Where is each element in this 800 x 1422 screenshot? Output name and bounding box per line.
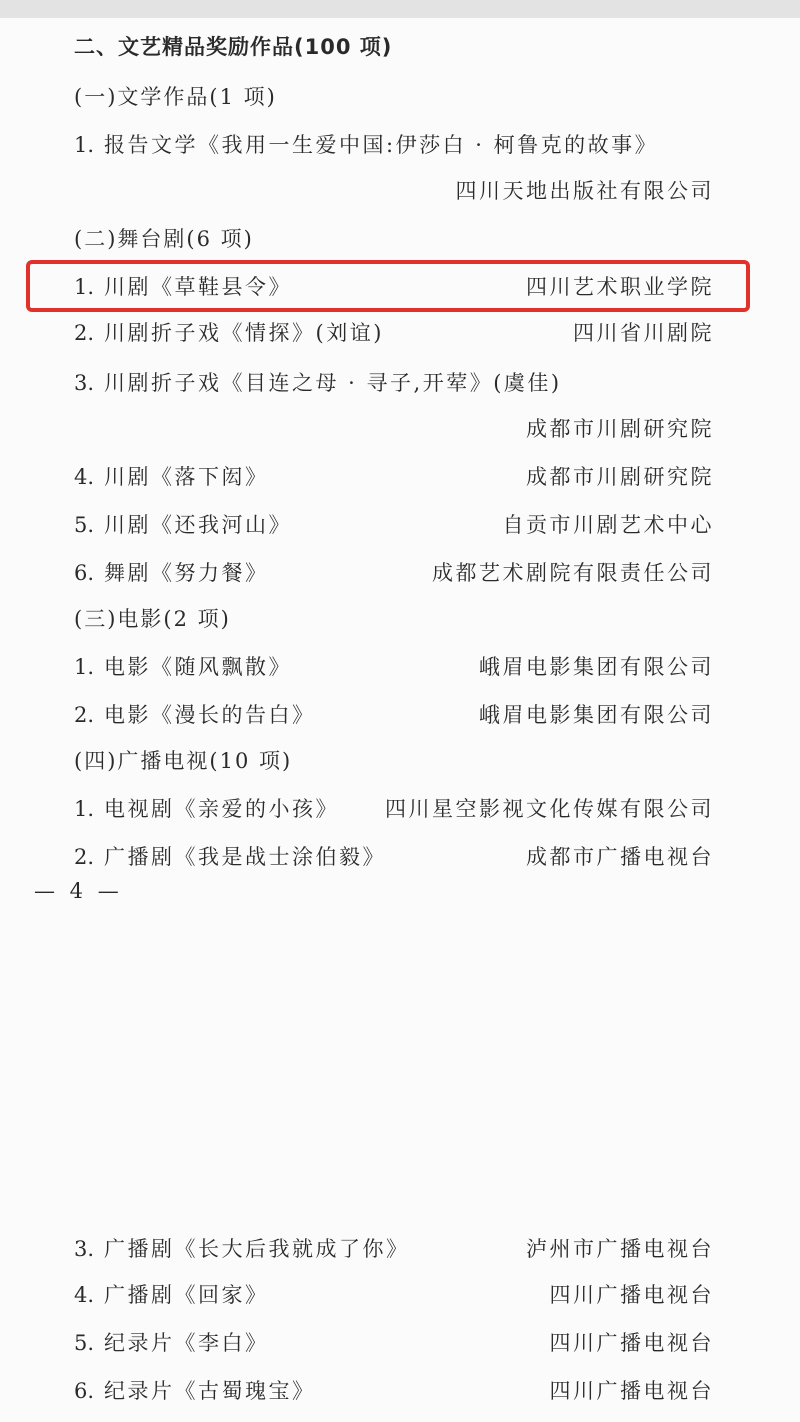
item-title: 电影《随风飘散》 [104,655,292,679]
item-organization: 泸州市广播电视台 [526,1237,714,1261]
list-item-film-1 [74,652,292,682]
item-number: 2. [74,703,95,727]
list-item-broadcast-5 [74,1328,269,1358]
list-item-stage-6 [74,558,269,588]
item-title: 广播剧《长大后我就成了你》 [104,1237,410,1261]
section-title: 二、文艺精品奖励作品(100 项) [74,35,393,59]
list-item-stage-5 [74,510,292,540]
item-title: 广播剧《我是战士涂伯毅》 [104,845,386,869]
top-margin-strip [0,0,800,18]
item-organization: 峨眉电影集团有限公司 [479,655,714,679]
item-title: 报告文学《我用一生爱中国:伊莎白 · 柯鲁克的故事》 [104,133,659,157]
category-heading-stage: (二)舞台剧(6 项) [74,227,254,251]
item-number: 4. [74,1283,95,1307]
list-item-stage-3 [74,368,562,398]
item-organization: 四川天地出版社有限公司 [455,179,714,203]
category-heading-broadcast: (四)广播电视(10 项) [74,749,293,773]
item-number: 1. [74,797,95,821]
item-organization: 四川艺术职业学院 [526,275,714,299]
item-title: 川剧《还我河山》 [104,513,292,537]
item-number: 3. [74,1237,95,1261]
item-number: 1. [74,655,95,679]
item-number: 6. [74,561,95,585]
list-item-stage-4 [74,462,269,492]
item-organization: 自贡市川剧艺术中心 [502,513,714,537]
list-item-broadcast-2 [74,842,386,872]
item-number: 5. [74,1331,95,1355]
list-item-film-2 [74,700,316,730]
category-heading-literature: (一)文学作品(1 项) [74,85,277,109]
item-organization: 四川广播电视台 [549,1379,714,1403]
list-item-broadcast-4 [74,1280,269,1310]
item-number: 1. [74,133,95,157]
list-item-literature-1 [74,130,658,160]
item-title: 川剧《草鞋县令》 [104,275,292,299]
item-organization: 四川省川剧院 [573,321,714,345]
item-number: 2. [74,321,95,345]
item-organization: 成都艺术剧院有限责任公司 [432,561,714,585]
item-title: 纪录片《古蜀瑰宝》 [104,1379,316,1403]
category-heading-film: (三)电影(2 项) [74,607,231,631]
list-item-broadcast-3 [74,1234,410,1264]
item-organization: 成都市广播电视台 [526,845,714,869]
item-number: 3. [74,371,95,395]
item-organization: 四川广播电视台 [549,1331,714,1355]
list-item-stage-1 [74,272,292,302]
item-title: 广播剧《回家》 [104,1283,269,1307]
item-organization: 成都市川剧研究院 [526,417,714,441]
item-title: 纪录片《李白》 [104,1331,269,1355]
page-number: — 4 — [34,879,123,903]
item-title: 舞剧《努力餐》 [104,561,269,585]
item-number: 2. [74,845,95,869]
item-organization: 四川广播电视台 [549,1283,714,1307]
item-title: 川剧折子戏《目连之母 · 寻子,开荤》(虞佳) [104,371,562,395]
list-item-stage-2 [74,318,384,348]
item-title: 川剧《落下闳》 [104,465,269,489]
item-number: 5. [74,513,95,537]
item-title: 川剧折子戏《情探》(刘谊) [104,321,384,345]
item-number: 1. [74,275,95,299]
list-item-broadcast-1 [74,794,339,824]
item-title: 电影《漫长的告白》 [104,703,316,727]
item-organization: 四川星空影视文化传媒有限公司 [385,797,714,821]
list-item-broadcast-6 [74,1376,316,1406]
item-organization: 成都市川剧研究院 [526,465,714,489]
item-title: 电视剧《亲爱的小孩》 [104,797,339,821]
item-number: 6. [74,1379,95,1403]
item-organization: 峨眉电影集团有限公司 [479,703,714,727]
item-number: 4. [74,465,95,489]
